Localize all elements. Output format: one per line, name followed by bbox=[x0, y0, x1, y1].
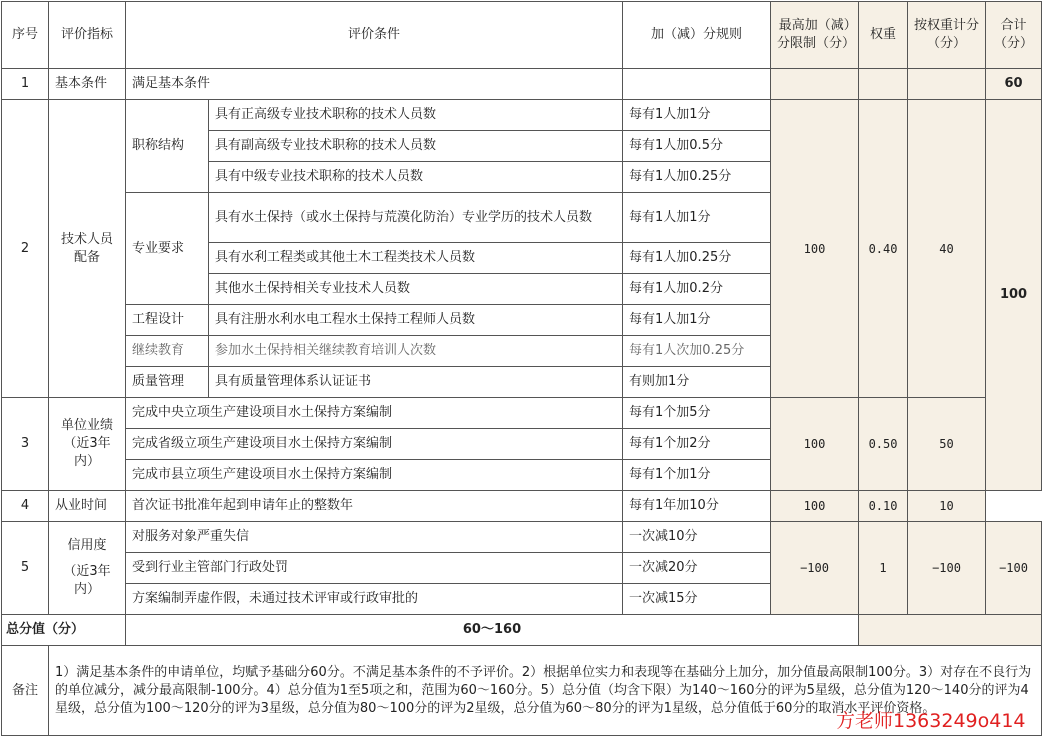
row4-seq: 4 bbox=[2, 491, 49, 522]
row1-rule bbox=[623, 69, 771, 100]
row2-condition: 具有注册水利水电工程水土保持工程师人员数 bbox=[209, 305, 623, 336]
row2-condition: 具有质量管理体系认证证书 bbox=[209, 367, 623, 398]
row4-limit: 100 bbox=[771, 491, 859, 522]
row5-weight: 1 bbox=[859, 522, 908, 615]
header-rule: 加（减）分规则 bbox=[623, 2, 771, 69]
row3-rule: 每有1个加1分 bbox=[623, 460, 771, 491]
header-indicator: 评价指标 bbox=[49, 2, 126, 69]
row5-weighted: −100 bbox=[908, 522, 986, 615]
summary-row bbox=[2, 615, 1042, 646]
row1-condition: 满足基本条件 bbox=[126, 69, 623, 100]
note-label: 备注 bbox=[2, 646, 49, 736]
row5-indicator bbox=[49, 522, 126, 615]
row2-rule: 每有1人加1分 bbox=[623, 305, 771, 336]
row2-condition: 具有水土保持（或水土保持与荒漠化防治）专业学历的技术人员数 bbox=[209, 193, 623, 243]
row2-rule: 每有1人加0.25分 bbox=[623, 162, 771, 193]
row1-total: 60 bbox=[986, 69, 1042, 100]
watermark-text: 方老师1363249o414 bbox=[836, 710, 1026, 732]
header-weight: 权重 bbox=[859, 2, 908, 69]
row3-weighted: 50 bbox=[908, 398, 986, 491]
note-text: 1）满足基本条件的申请单位，均赋予基础分60分。不满足基本条件的不予评价。2）根据单位实力和表现等在基础分上加分，加分值最高限制100分。3）对存在不良行为的单位减分，减分最高限制-100分。4）总分值为1至5项之和，范围为60～160分。5）总分值（均含下限）为140～160分的评为5星级，总分值为120～140分的评为4星级，总分值为100～120分的评为3星级，总分值为80～100分的评为2星级，总分值为60～80分的评为1星级，总分值低于60分的取消水平评价资格。 bbox=[49, 646, 1042, 736]
row2-seq: 2 bbox=[2, 100, 49, 398]
row1-indicator: 基本条件 bbox=[49, 69, 126, 100]
row3-weight: 0.50 bbox=[859, 398, 908, 491]
row2-group-name: 工程设计 bbox=[126, 305, 209, 336]
row4-condition: 首次证书批准年起到申请年止的整数年 bbox=[126, 491, 623, 522]
row5-rule: 一次减10分 bbox=[623, 522, 771, 553]
row2-rule: 有则加1分 bbox=[623, 367, 771, 398]
header-limit: 最高加（减）分限制（分） bbox=[771, 2, 859, 69]
row2-total: 100 bbox=[986, 100, 1042, 491]
row5-total: −100 bbox=[986, 522, 1042, 615]
row5-indicator-b: （近3年内） bbox=[63, 564, 111, 597]
row4-weight: 0.10 bbox=[859, 491, 908, 522]
header-row bbox=[2, 2, 1042, 69]
row3-rule: 每有1个加2分 bbox=[623, 429, 771, 460]
row3-condition: 完成省级立项生产建设项目水土保持方案编制 bbox=[126, 429, 623, 460]
row2-weight: 0.40 bbox=[859, 100, 908, 398]
row2-group-name: 专业要求 bbox=[126, 193, 209, 305]
header-weighted: 按权重计分（分） bbox=[908, 2, 986, 69]
row5-limit: −100 bbox=[771, 522, 859, 615]
table-row bbox=[2, 69, 1042, 100]
row5-rule: 一次减15分 bbox=[623, 584, 771, 615]
table-row bbox=[2, 398, 1042, 429]
row4-weighted: 10 bbox=[908, 491, 986, 522]
summary-value: 60～160 bbox=[126, 615, 859, 646]
row3-seq: 3 bbox=[2, 398, 49, 491]
row2-rule: 每有1人加0.2分 bbox=[623, 274, 771, 305]
row2-rule: 每有1人次加0.25分 bbox=[623, 336, 771, 367]
row2-condition: 具有正高级专业技术职称的技术人员数 bbox=[209, 100, 623, 131]
table-row bbox=[2, 522, 1042, 553]
header-total: 合计（分） bbox=[986, 2, 1042, 69]
row3-condition: 完成市县立项生产建设项目水土保持方案编制 bbox=[126, 460, 623, 491]
row2-rule: 每有1人加0.25分 bbox=[623, 243, 771, 274]
row2-weighted: 40 bbox=[908, 100, 986, 398]
row5-indicator-a: 信用度 bbox=[67, 538, 107, 553]
row5-condition: 方案编制弄虚作假，未通过技术评审或行政审批的 bbox=[126, 584, 623, 615]
table-row bbox=[2, 100, 1042, 131]
row2-rule: 每有1人加1分 bbox=[623, 193, 771, 243]
header-condition: 评价条件 bbox=[126, 2, 623, 69]
row2-condition: 参加水土保持相关继续教育培训人次数 bbox=[209, 336, 623, 367]
header-seq: 序号 bbox=[2, 2, 49, 69]
row5-condition: 对服务对象严重失信 bbox=[126, 522, 623, 553]
row2-group-name: 质量管理 bbox=[126, 367, 209, 398]
row2-limit: 100 bbox=[771, 100, 859, 398]
summary-label: 总分值（分） bbox=[2, 615, 126, 646]
row2-group-name: 继续教育 bbox=[126, 336, 209, 367]
row2-condition: 其他水土保持相关专业技术人员数 bbox=[209, 274, 623, 305]
row5-condition: 受到行业主管部门行政处罚 bbox=[126, 553, 623, 584]
row2-group-name: 职称结构 bbox=[126, 100, 209, 193]
row4-indicator: 从业时间 bbox=[49, 491, 126, 522]
row3-rule: 每有1个加5分 bbox=[623, 398, 771, 429]
row2-indicator: 技术人员配备 bbox=[49, 100, 126, 398]
row2-rule: 每有1人加1分 bbox=[623, 100, 771, 131]
row2-condition: 具有副高级专业技术职称的技术人员数 bbox=[209, 131, 623, 162]
table-row bbox=[2, 491, 1042, 522]
row3-limit: 100 bbox=[771, 398, 859, 491]
evaluation-table bbox=[1, 1, 1042, 736]
row3-indicator: 单位业绩（近3年内） bbox=[49, 398, 126, 491]
row5-rule: 一次减20分 bbox=[623, 553, 771, 584]
row4-rule: 每有1年加10分 bbox=[623, 491, 771, 522]
row5-seq: 5 bbox=[2, 522, 49, 615]
row3-condition: 完成中央立项生产建设项目水土保持方案编制 bbox=[126, 398, 623, 429]
row2-rule: 每有1人加0.5分 bbox=[623, 131, 771, 162]
row2-condition: 具有中级专业技术职称的技术人员数 bbox=[209, 162, 623, 193]
row1-seq: 1 bbox=[2, 69, 49, 100]
row2-condition: 具有水利工程类或其他土木工程类技术人员数 bbox=[209, 243, 623, 274]
